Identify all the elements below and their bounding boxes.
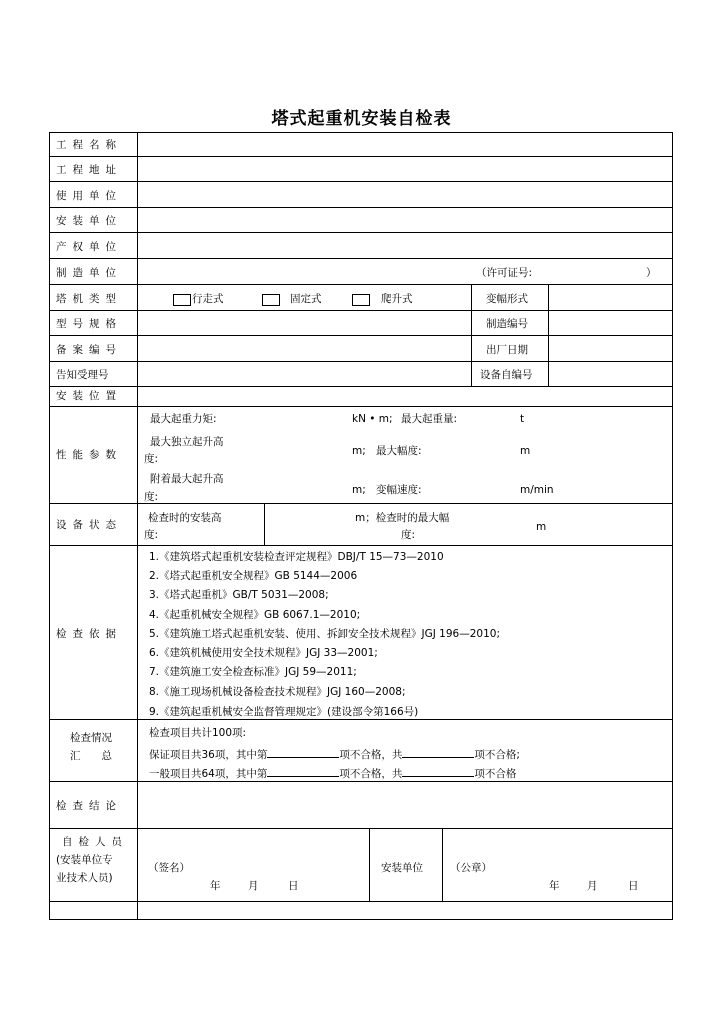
status-install-height-l2: 度: [144, 529, 159, 541]
perf-moment-unit: kN • m; [352, 413, 393, 425]
sign-install-unit: 安装单位 [381, 862, 423, 874]
sign-day: 日 [288, 880, 299, 892]
label-inspector-line1: 自检人员 [62, 836, 128, 848]
label-crane-type: 塔机类型 [56, 293, 122, 305]
label-owner-unit: 产权单位 [56, 241, 122, 253]
status-install-height-l1: 检查时的安装高 [148, 512, 222, 524]
perf-max-load: 最大起重量: [401, 413, 458, 425]
summary-general [149, 765, 516, 781]
perf-luffing-speed: 变幅速度: [376, 484, 422, 496]
label-model-spec: 型号规格 [56, 318, 122, 330]
seal-year: 年 [549, 880, 560, 892]
summary-fail-end: 项不合格; [474, 749, 520, 761]
type-climbing-label: 爬升式 [381, 293, 413, 305]
page-title: 塔式起重机安装自检表 [271, 109, 452, 129]
perf-free-height-l1: 最大独立起升高 [150, 436, 224, 448]
type-fixed-label: 固定式 [290, 293, 322, 305]
label-luffing-form: 变幅形式 [486, 293, 528, 305]
label-project-name: 工程名称 [56, 139, 122, 151]
label-summary-line1: 检查情况 [70, 732, 112, 744]
summary-fail-end2: 项不合格 [474, 768, 517, 780]
perf-attached-height-unit: m; [352, 484, 366, 496]
seal-day: 日 [628, 880, 639, 892]
guarantee-fail-count-blank[interactable] [402, 746, 474, 758]
inspection-form [49, 132, 673, 920]
label-install-location: 安装位置 [56, 390, 122, 402]
label-manufacture-no: 制造编号 [486, 318, 528, 330]
summary-fail-mid: 项不合格，共 [339, 768, 403, 780]
summary-general-text: 一般项目共64项，其中第 [149, 768, 268, 780]
status-max-radius-l1: m；检查时的最大幅 [355, 512, 450, 524]
seal-label: （公章） [450, 862, 492, 874]
label-user-unit: 使用单位 [56, 190, 122, 202]
basis-item: 7.《建筑施工安全检查标准》JGJ 59—2011; [149, 666, 357, 678]
status-radius-unit: m [536, 521, 547, 533]
label-inspection-basis: 检查依据 [56, 628, 122, 640]
label-project-address: 工程地址 [56, 164, 122, 176]
label-conclusion: 检查结论 [56, 800, 122, 812]
sign-month: 月 [248, 880, 259, 892]
basis-item: 5.《建筑施工塔式起重机安装、使用、拆卸安全技术规程》JGJ 196—2010; [149, 628, 500, 640]
label-self-no: 设备自编号 [480, 369, 533, 381]
summary-fail-mid: 项不合格，共 [339, 749, 403, 761]
checkbox-fixed[interactable] [262, 294, 280, 306]
status-max-radius-l2: 度: [401, 529, 416, 541]
basis-item: 4.《起重机械安全规程》GB 6067.1—2010; [149, 609, 361, 621]
basis-item: 2.《塔式起重机安全规程》GB 5144—2006 [149, 570, 358, 582]
summary-guarantee [149, 746, 520, 762]
guarantee-fail-items-blank[interactable] [267, 746, 339, 758]
seal-month: 月 [587, 880, 598, 892]
perf-free-height-unit: m; [352, 445, 366, 457]
type-walking-label: 行走式 [192, 293, 224, 305]
perf-load-unit: t [520, 413, 525, 425]
label-manufacturer: 制造单位 [56, 267, 122, 279]
perf-speed-unit: m/min [520, 484, 554, 496]
label-summary-line2: 汇 总 [70, 750, 112, 762]
general-fail-count-blank[interactable] [402, 765, 474, 777]
perf-max-radius: 最大幅度: [376, 445, 422, 457]
checkbox-walking[interactable] [173, 294, 191, 306]
label-performance: 性能参数 [56, 449, 122, 461]
label-install-unit: 安装单位 [56, 215, 122, 227]
basis-item: 9.《建筑起重机械安全监督管理规定》(建设部令第166号) [149, 706, 419, 718]
summary-guarantee-text: 保证项目共36项，其中第 [149, 749, 268, 761]
license-close: ） [646, 267, 657, 279]
basis-item: 8.《施工现场机械设备检查技术规程》JGJ 160—2008; [149, 686, 406, 698]
perf-attached-height-l2: 度: [144, 491, 159, 503]
checkbox-climbing[interactable] [352, 294, 370, 306]
perf-free-height-l2: 度: [144, 453, 159, 465]
perf-radius-unit: m [520, 445, 531, 457]
label-notice-no: 告知受理号 [56, 369, 109, 381]
label-record-no: 备案编号 [56, 344, 122, 356]
general-fail-items-blank[interactable] [267, 765, 339, 777]
label-inspector-line2: (安装单位专 [56, 854, 113, 866]
basis-item: 6.《建筑机械使用安全技术规程》JGJ 33—2001; [149, 647, 378, 659]
sign-label: （签名） [148, 862, 190, 874]
basis-item: 1.《建筑塔式起重机安装检查评定规程》DBJ/T 15—73—2010 [149, 551, 444, 563]
license-open: （许可证号: [476, 267, 533, 279]
basis-item: 3.《塔式起重机》GB/T 5031—2008; [149, 589, 329, 601]
summary-total: 检查项目共计100项: [149, 727, 247, 739]
perf-max-moment: 最大起重力矩: [150, 413, 217, 425]
perf-attached-height-l1: 附着最大起升高 [150, 473, 224, 485]
label-inspector-line3: 业技术人员) [56, 872, 113, 884]
label-device-status: 设备状态 [56, 519, 122, 531]
sign-year: 年 [210, 880, 221, 892]
label-factory-date: 出厂日期 [486, 344, 528, 356]
